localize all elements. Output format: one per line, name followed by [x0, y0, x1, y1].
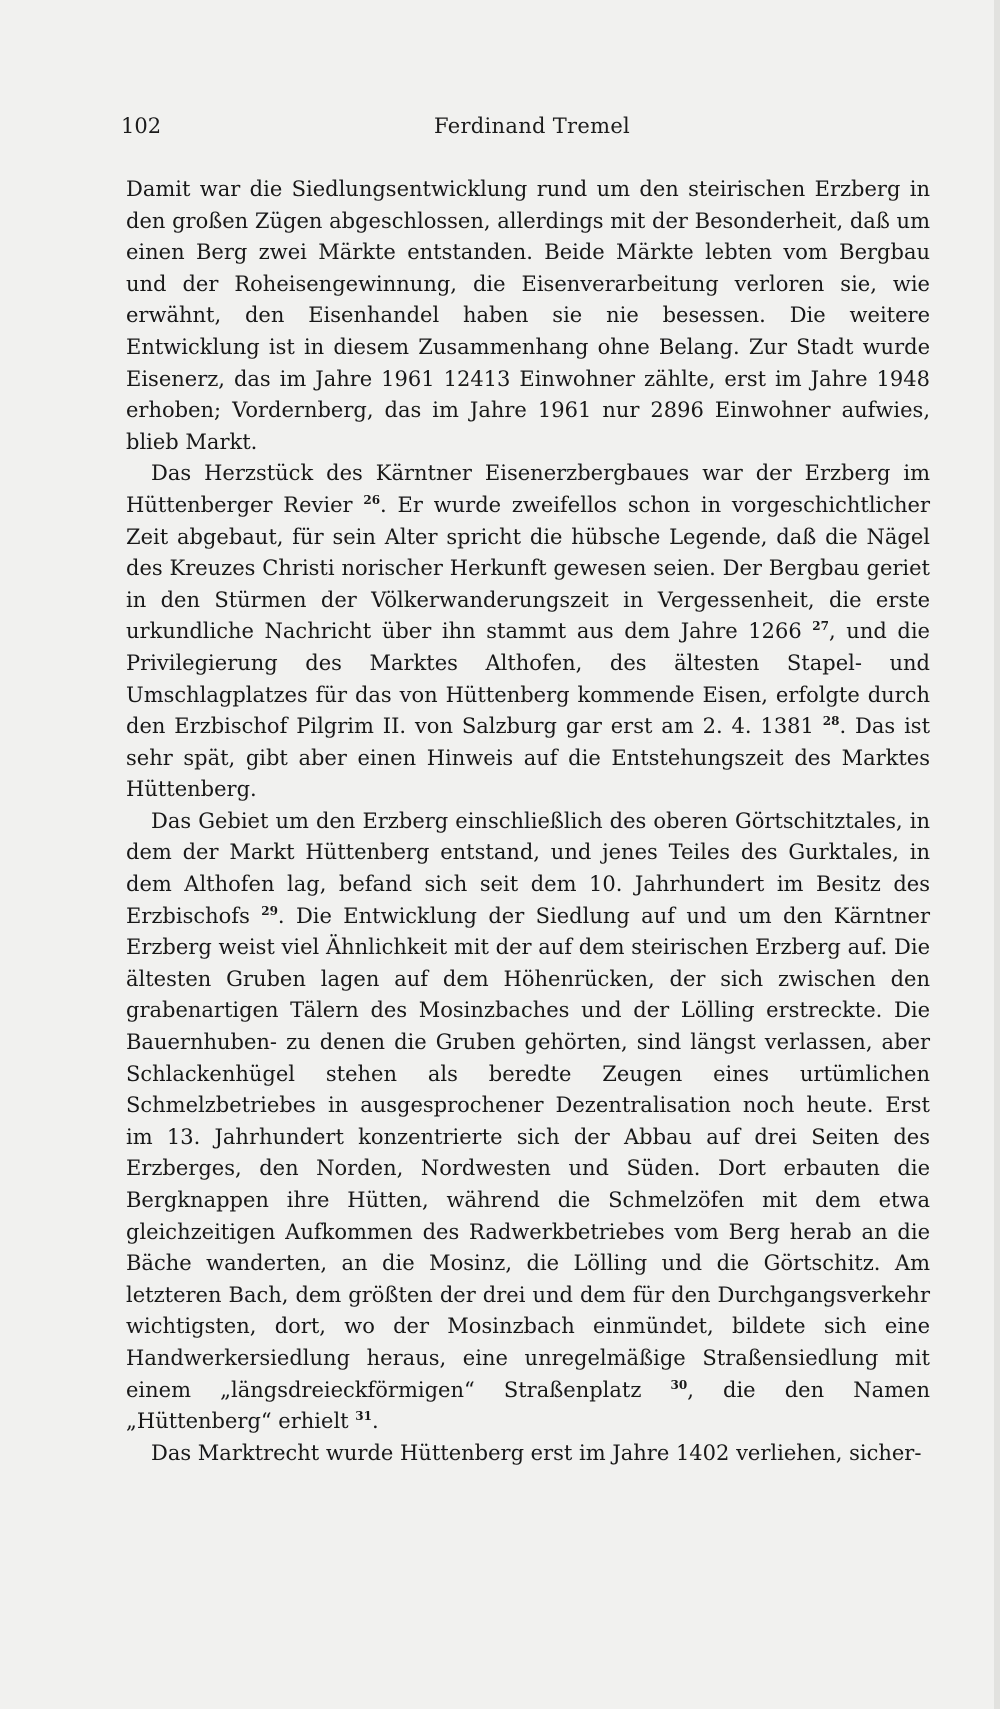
footnote-ref-29: 29 [261, 903, 278, 918]
page-edge [994, 0, 1000, 1709]
text-segment: . Das ist sehr spät, gibt aber einen Hinweis auf die Entstehungszeit des Marktes Hüttenberg. [126, 714, 931, 802]
text-segment: Damit war die Siedlungsentwicklung rund um den steirischen Erzberg in den großen Zügen abgeschlossen, allerdings mit der Besonderheit, daß um einen Berg zwei Märkte entstanden. Beide Märkte lebten vom Bergbau und der Roheisengewinnung, die Eisenverarbeitung verloren sie, wie erwähnt, den Eisenhandel haben sie nie besessen. Die weitere Entwicklung ist in diesem Zusammenhang ohne Belang. Zur Stadt wurde Eisenerz, das im Jahre 1961 12413 Einwohner zählte, erst im Jahre 1948 erhoben; Vordernberg, das im Jahre 1961 nur 2896 Einwohner aufwies, blieb Markt. [126, 177, 930, 454]
text-segment: Das Marktrecht wurde Hüttenberg erst im Jahre 1402 verliehen, sicher- [151, 1440, 922, 1465]
text-segment: Das Gebiet um den Erzberg einschließlich des oberen Görtschitztales, in dem der Markt Hüttenberg entstand, und jenes Teiles des Gurktales, in dem Althofen lag, befand sich seit dem 10. Jahrhundert im Besitz des Erzbischofs [126, 808, 930, 928]
footnote-ref-28: 28 [822, 714, 840, 729]
paragraph-4 [126, 1438, 930, 1470]
text-segment: Das Herzstück des Kärntner Eisenerzbergbaues war der Erzberg im Hüttenberger Revier [126, 461, 930, 517]
text-segment: . Die Entwicklung der Siedlung auf und um den Kärntner Erzberg weist viel Ähnlichkeit mit der auf dem steirischen Erzberg auf. Die ältesten Gruben lagen auf dem Höhenrücken, der sich zwischen den grabenartigen Tälern des Mosinzbaches und der Lölling erstreckte. Die Bauernhuben- zu denen die Gruben gehörten, sind längst verlassen, aber Schlackenhügel stehen als beredte Zeugen eines urtümlichen Schmelzbetriebes in ausgesprochener Dezentralisation noch heute. Erst im 13. Jahrhundert konzentrierte sich der Abbau auf drei Seiten des Erzberges, den Norden, Nordwesten und Süden. Dort erbauten die Bergknappen ihre Hütten, während die Schmelzöfen mit dem etwa gleichzeitigen Aufkommen des Radwerkbetriebes vom Berg herab an die Bäche wanderten, an die Mosinz, die Lölling und die Görtschitz. Am letzteren Bach, dem größten der drei und dem für den Durchgangsverkehr wichtigsten, dort, wo der Mosinzbach einmündet, bildete sich eine Handwerkersiedlung heraus, eine unregelmäßige Straßensiedlung mit einem „längsdreieckförmigen“ Straßenplatz [126, 903, 930, 1402]
body-text [126, 174, 930, 1469]
paragraph-2 [126, 458, 930, 806]
footnote-ref-31: 31 [355, 1409, 372, 1424]
page-number: 102 [121, 114, 162, 138]
paragraph-3 [126, 806, 930, 1438]
running-head-author: Ferdinand Tremel [434, 114, 631, 138]
footnote-ref-27: 27 [812, 619, 829, 634]
page-header [121, 114, 931, 148]
footnote-ref-30: 30 [670, 1377, 688, 1392]
text-segment: . Er wurde zweifellos schon in vorgeschichtlicher Zeit abgebaut, für sein Alter spricht die hübsche Legende, daß die Nägel des Kreuzes Christi norischer Herkunft gewesen seien. Der Bergbau geriet in den Stürmen der Völkerwanderungszeit in Vergessenheit, die erste urkundliche Nachricht über ihn stammt aus dem Jahre 1266 [126, 492, 930, 644]
text-segment: , die den Namen „Hüttenberg“ erhielt [126, 1377, 930, 1434]
footnote-ref-26: 26 [363, 492, 381, 507]
paragraph-1 [126, 174, 930, 458]
text-segment: , und die Privilegierung des Marktes Althofen, des ältesten Stapel- und Umschlagplatzes für das von Hüttenberg kommende Eisen, erfolgte durch den Erzbischof Pilgrim II. von Salzburg gar erst am 2. 4. 1381 [126, 619, 930, 739]
text-segment: . [371, 1409, 379, 1434]
